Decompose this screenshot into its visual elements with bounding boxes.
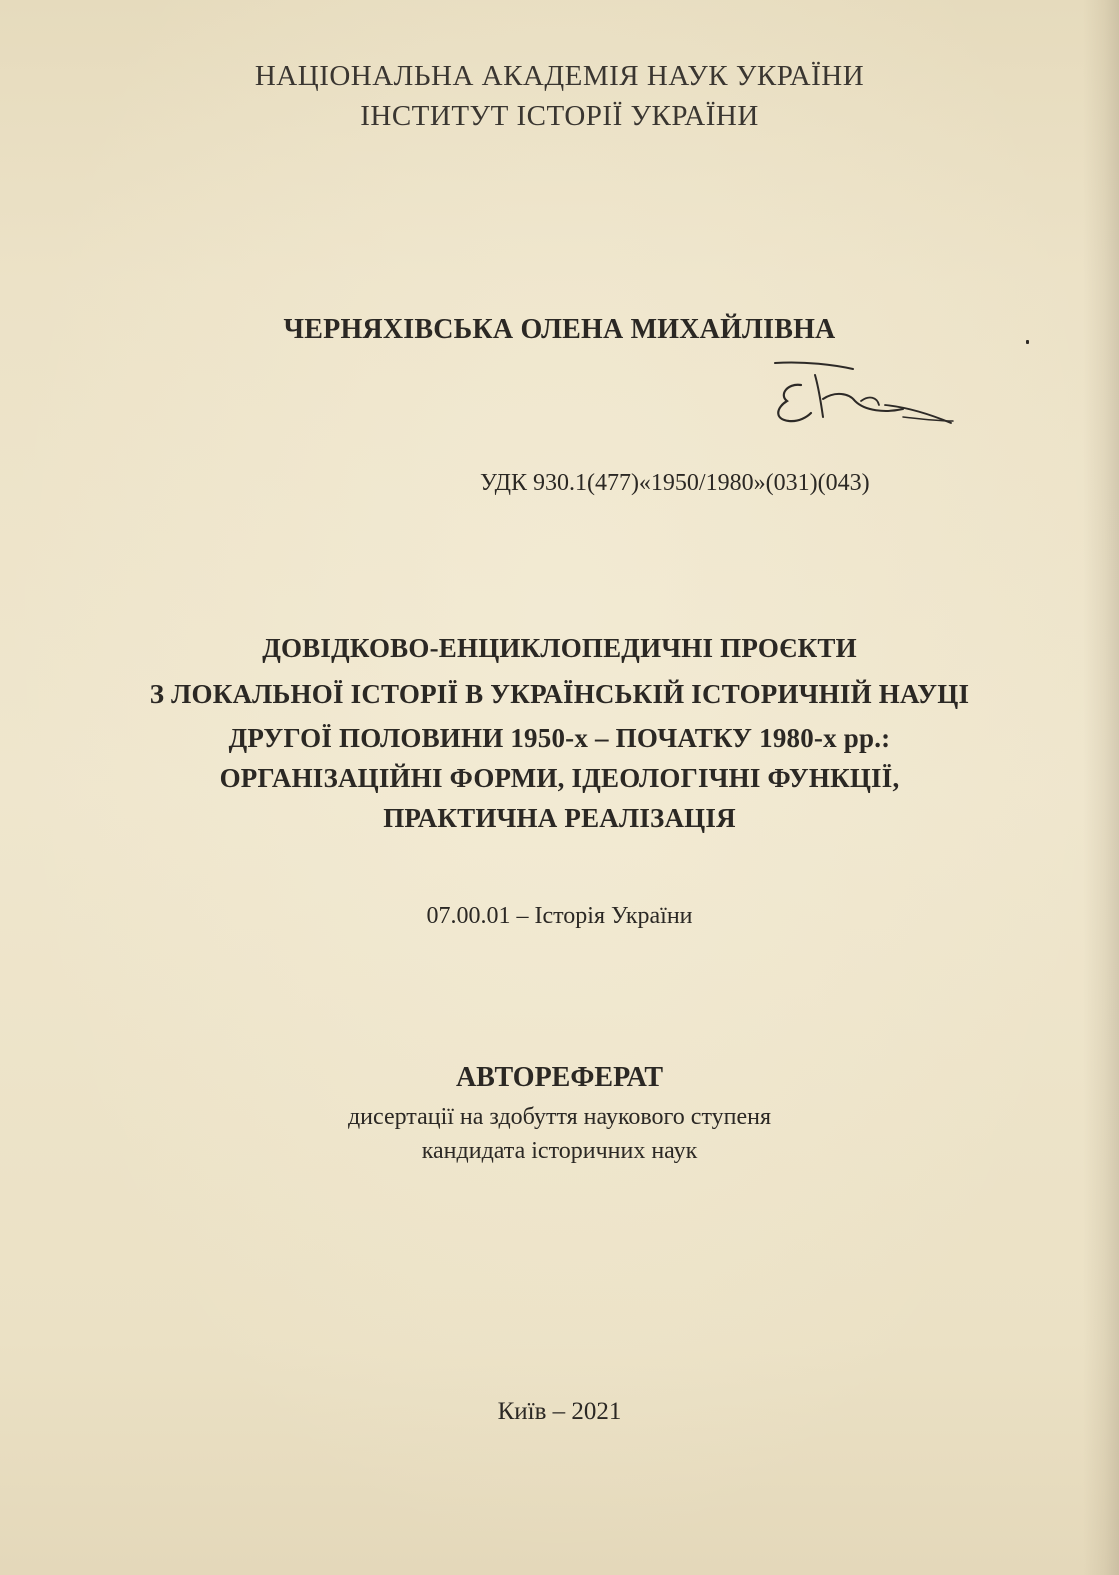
institute-name: ІНСТИТУТ ІСТОРІЇ УКРАЇНИ [360,100,759,132]
author-name: ЧЕРНЯХІВСЬКА ОЛЕНА МИХАЙЛІВНА [283,314,836,345]
signature-mark [765,355,960,435]
title-line: ОРГАНІЗАЦІЙНІ ФОРМИ, ІДЕОЛОГІЧНІ ФУНКЦІЇ, [219,763,900,793]
degree-line: кандидата історичних наук [421,1138,698,1164]
degree-line: дисертації на здобуття наукового ступеня [347,1104,772,1130]
title-line: ДРУГОЇ ПОЛОВИНИ 1950-х – ПОЧАТКУ 1980-х рр.: [228,723,891,753]
academy-name: НАЦІОНАЛЬНА АКАДЕМІЯ НАУК УКРАЇНИ [254,60,865,92]
title-line: З ЛОКАЛЬНОЇ ІСТОРІЇ В УКРАЇНСЬКІЙ ІСТОРИЧНІЙ НАУЦІ [149,679,970,709]
place-year: Київ – 2021 [497,1398,622,1425]
title-line: ПРАКТИЧНА РЕАЛІЗАЦІЯ [383,803,736,833]
document-type: АВТОРЕФЕРАТ [455,1062,664,1093]
udk-code: УДК 930.1(477)«1950/1980»(031)(043) [480,470,870,496]
specialty-code: 07.00.01 – Історія України [426,903,693,929]
title-line: ДОВІДКОВО-ЕНЦИКЛОПЕДИЧНІ ПРОЄКТИ [262,633,857,663]
ink-speck [1026,340,1029,344]
